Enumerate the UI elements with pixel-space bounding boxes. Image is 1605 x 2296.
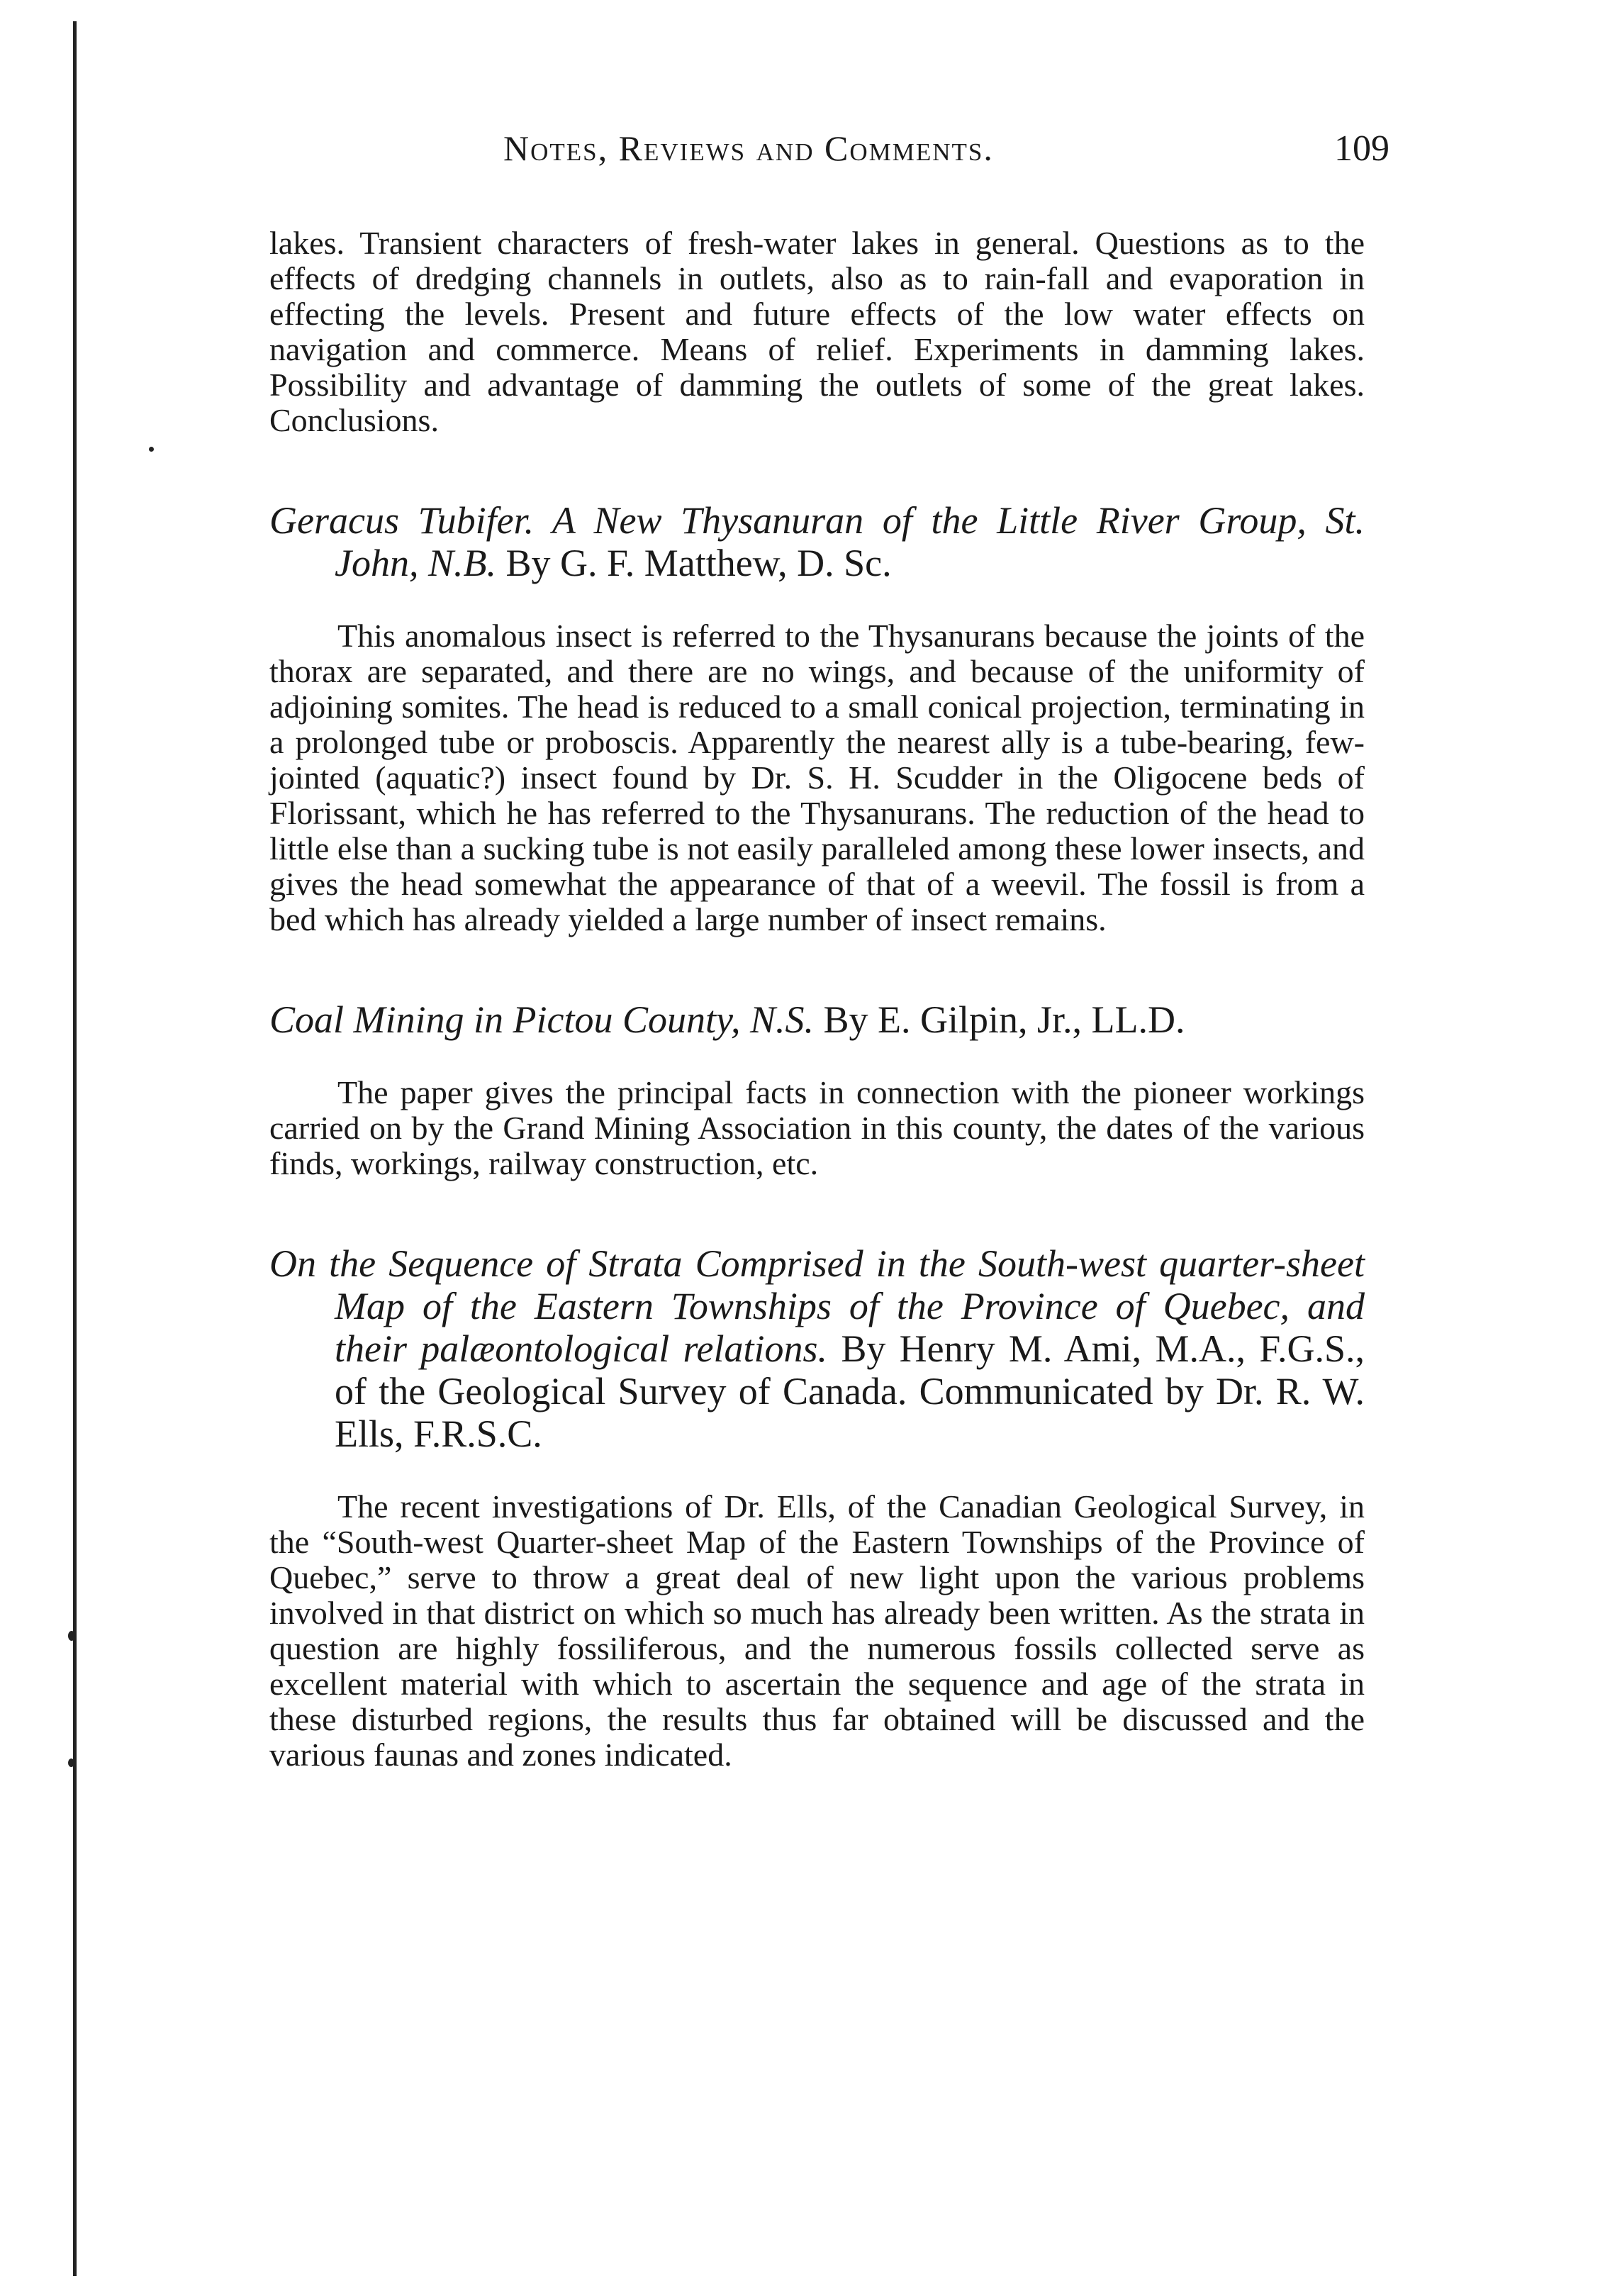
article-title: Coal Mining in Pictou County, N.S.: [269, 998, 814, 1041]
page-header: [269, 128, 1389, 184]
article-heading-coal-mining: [269, 998, 1365, 1041]
article-body-coal-mining: The paper gives the principal facts in connection with the pioneer workings carried on by the Grand Mining Association in this county, the dates of the various finds, workings, railway construction, etc.: [269, 1074, 1365, 1181]
article-heading-geracus: [269, 499, 1365, 584]
article-title: On the Sequence of Strata Comprised in the South-west quarter-sheet Map of the Eastern Townships of the Province of Quebec, and their palæontological relations.: [269, 1242, 1365, 1370]
article-byline: By Henry M. Ami, M.A., F.G.S., of the Geological Survey of Canada. Communicated by Dr. R. W. Ells, F.R.S.C.: [335, 1327, 1365, 1455]
article-body-sequence-of-strata: The recent investigations of Dr. Ells, of the Canadian Geological Survey, in the “South-west Quarter-sheet Map of the Eastern Townships of the Province of Quebec,” serve to throw a great deal of new light upon the various problems involved in that district on which so much has already been written. As the strata in question are highly fossiliferous, and the numerous fossils collected serve as excellent material with which to ascertain the sequence and age of the strata in these disturbed regions, the results thus far obtained will be discussed and the various faunas and zones indicated.: [269, 1488, 1365, 1773]
page-number: 109: [1334, 128, 1389, 169]
article-byline: By E. Gilpin, Jr., LL.D.: [823, 998, 1185, 1041]
article-byline: By G. F. Matthew, D. Sc.: [505, 542, 892, 584]
article-body-geracus: This anomalous insect is referred to the Thysanurans because the joints of the thorax are separated, and there are no wings, and because of the uniformity of adjoining somites. The head is reduced to a small conical projection, terminating in a prolonged tube or proboscis. Apparently the nearest ally is a tube-bearing, few-jointed (aquatic?) insect found by Dr. S. H. Scudder in the Oligocene beds of Florissant, which he has referred to the Thysanurans. The reduction of the head to little else than a sucking tube is not easily paralleled among these lower insects, and gives the head somewhat the appearance of that of a weevil. The fossil is from a bed which has already yielded a large number of insect remains.: [269, 618, 1365, 937]
scan-speck: [68, 1759, 74, 1767]
scan-speck: [149, 447, 154, 452]
scan-speck: [68, 1631, 75, 1641]
binding-margin-line: [73, 21, 77, 2276]
article-title: Geracus Tubifer. A New Thysanuran of the Little River Group, St. John, N.B.: [269, 499, 1365, 584]
page-content: [269, 225, 1365, 1773]
running-head: Notes, Reviews and Comments.: [503, 128, 994, 168]
article-heading-sequence-of-strata: [269, 1242, 1365, 1455]
continuation-paragraph: lakes. Transient characters of fresh-water lakes in general. Questions as to the effects of dredging channels in outlets, also as to rain-fall and evaporation in effecting the levels. Present and future effects of the low water effects on navigation and commerce. Means of relief. Experiments in damming lakes. Possibility and advantage of damming the outlets of some of the great lakes. Conclusions.: [269, 225, 1365, 438]
